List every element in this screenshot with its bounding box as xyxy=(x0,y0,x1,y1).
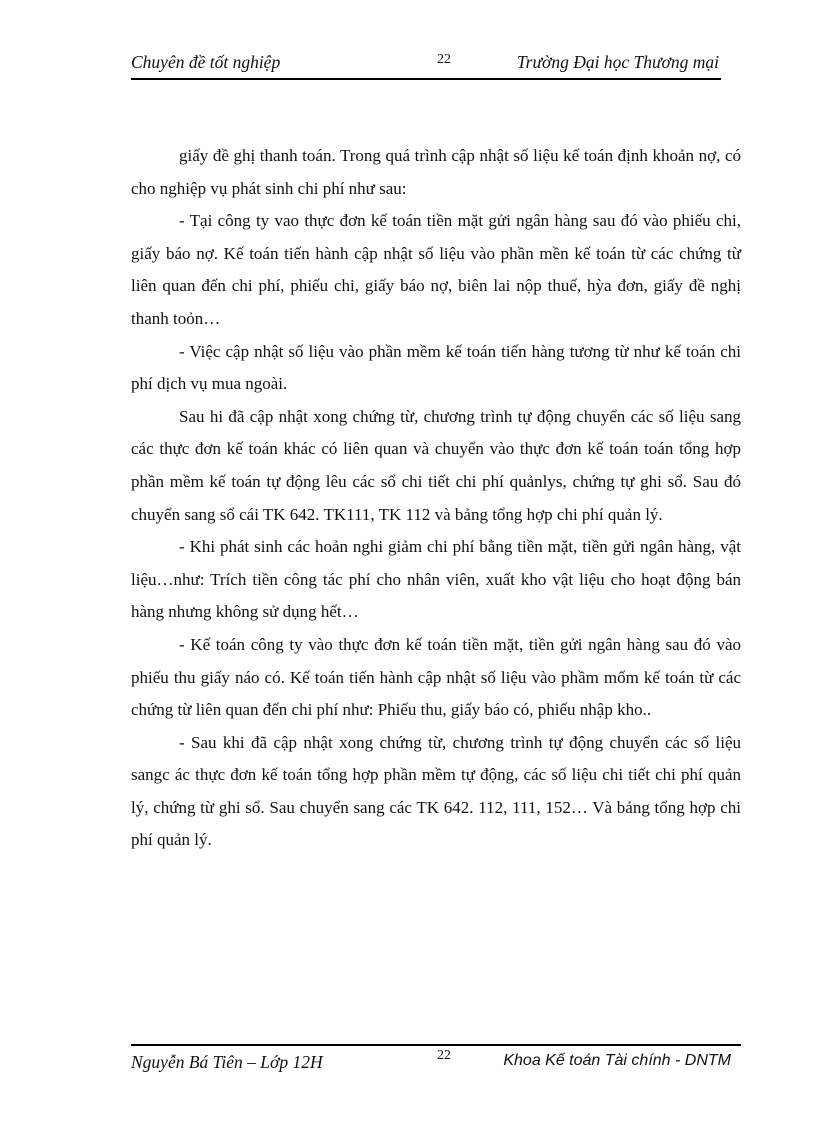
header-doc-title: Chuyên đề tốt nghiệp xyxy=(131,52,281,72)
paragraph: - Tại công ty vao thực đơn kế toán tiền mặt gửi ngân hàng sau đó vào phiếu chi, giấy báo nợ. Kế toán tiến hành cập nhật số liệu vào phần mền kế toán từ các chứng từ liên quan đến chi phí, phiếu chi, giấy báo nợ, biên lai nộp thuế, hỳa đơn, giấy đề nghị thanh toỏn… xyxy=(131,211,741,328)
header-school-name: Trường Đại học Thương mại xyxy=(516,52,719,72)
paragraph: - Việc cập nhật số liệu vào phần mềm kế toán tiến hàng tương từ như kế toán chi phí dịch vụ mua ngoài. xyxy=(131,341,741,394)
page-footer xyxy=(131,1044,741,1076)
footer-page-number: 22 xyxy=(437,1048,451,1063)
paragraph: - Kế toán công ty vào thực đơn kế toán tiền mặt, tiền gửi ngân hàng sau đó vào phiếu thu giấy náo có. Kế toán tiến hành cập nhật số liệu vào phầm mốm kế toán từ các chứng từ liên quan đến chi phí như: Phiếu thu, giấy báo có, phiếu nhập kho.. xyxy=(131,634,741,720)
paragraph: - Khi phát sinh các hoản nghi giảm chi phí bằng tiền mặt, tiền gửi ngân hàng, vật liệu…như: Trích tiền công tác phí cho nhân viên, xuất kho vật liệu cho hoạt động bán hàng nhưng không sử dụng hết… xyxy=(131,537,741,622)
page-header xyxy=(131,50,721,80)
document-body xyxy=(131,140,741,857)
paragraph: giấy đề ghị thanh toán. Trong quá trình cập nhật số liệu kế toán định khoản nợ, có cho nghiệp vụ phát sinh chi phí như sau: xyxy=(131,146,741,198)
paragraph: - Sau khi đã cập nhật xong chứng từ, chương trình tự động chuyển các số liệu sangc ác thực đơn kế toán tổng hợp phần mềm tự động, các số liệu chi tiết chi phí quản lý, chứng từ ghi sổ. Sau chuyển sang các TK 642. 112, 111, 152… Và bảng tổng hợp chi phí quản lý. xyxy=(131,732,741,850)
footer-author: Nguyễn Bá Tiên – Lớp 12H xyxy=(131,1052,323,1072)
footer-department: Khoa Kế toán Tài chính - DNTM xyxy=(503,1052,731,1069)
paragraph: Sau hi đã cập nhật xong chứng từ, chương trình tự động chuyển các số liệu sang các thực đơn kế toán khác có liên quan và chuyển vào thực đơn kế toán toán tổng hợp phần mềm kế toán tự động lêu các sổ chi tiết chi phí quảnlys, chứng tự ghi sổ. Sau đó chuyển sang sổ cái TK 642. TK111, TK 112 và bảng tổng hợp chi phí quản lý. xyxy=(131,406,741,524)
header-page-number: 22 xyxy=(437,52,451,67)
